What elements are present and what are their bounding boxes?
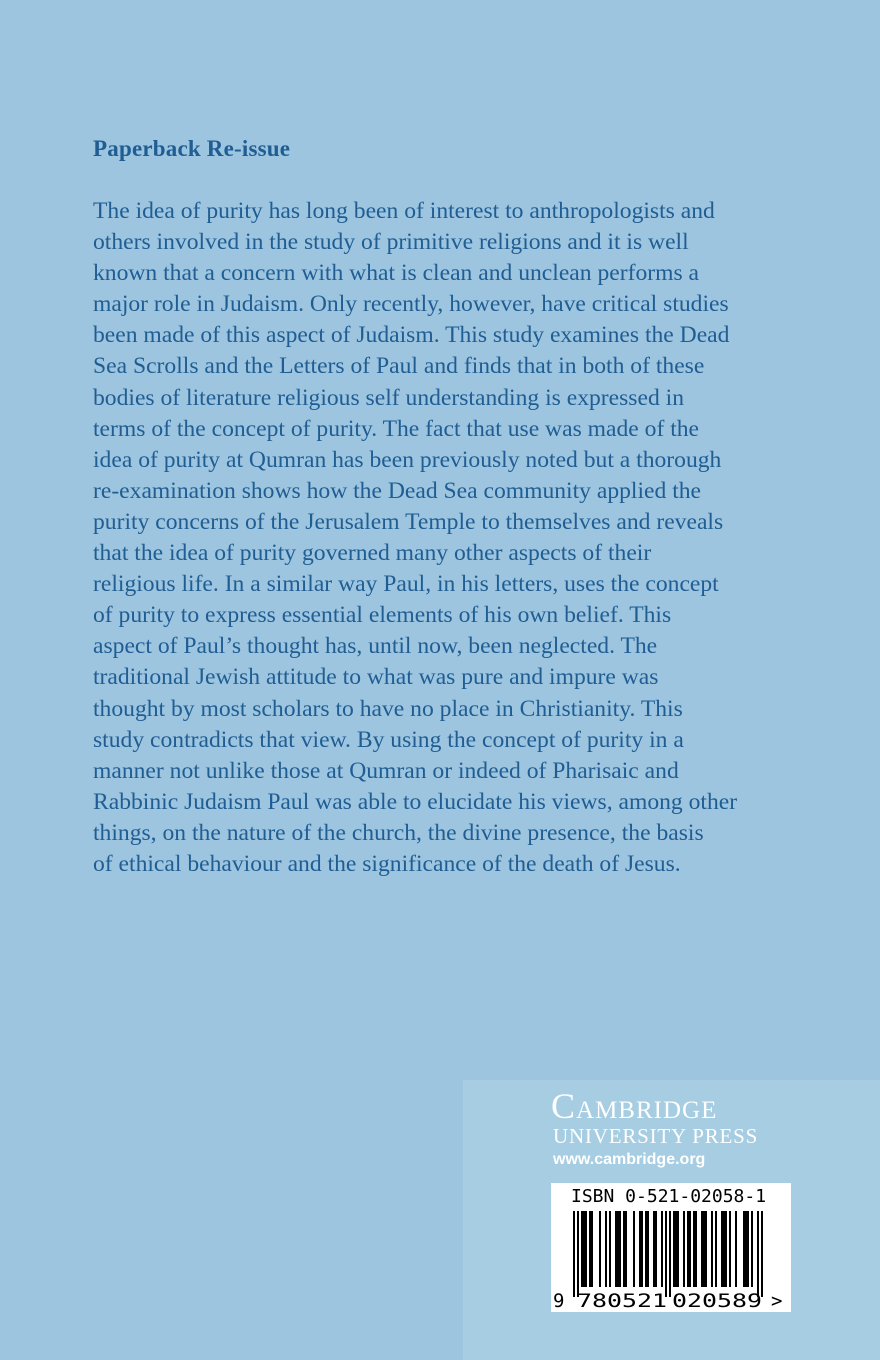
barcode-bar [725, 1211, 727, 1287]
barcode-bar [577, 1211, 579, 1297]
barcode-bar [625, 1211, 627, 1287]
barcode-bar [599, 1211, 601, 1287]
blurb-line: been made of this aspect of Judaism. This study examines the Dead [93, 322, 730, 349]
barcode-bar [729, 1211, 731, 1287]
publisher-url: www.cambridge.org [553, 1151, 706, 1168]
blurb-line: traditional Jewish attitude to what was pure and impure was [93, 664, 659, 691]
blurb-line: others involved in the study of primitive religions and it is well [93, 229, 689, 256]
barcode-bar [687, 1211, 689, 1287]
blurb-line: re-examination shows how the Dead Sea community applied the [93, 477, 702, 504]
barcode-bar [653, 1211, 655, 1287]
isbn-number: ISBN 0-521-02058-1 [571, 1186, 767, 1207]
blurb-line: of purity to express essential elements of his own belief. This [93, 602, 672, 629]
barcode-bar [669, 1211, 671, 1297]
barcode-bar [751, 1211, 753, 1287]
barcode-bar [747, 1211, 749, 1287]
barcode-box [551, 1183, 791, 1312]
barcode-bar [589, 1211, 591, 1287]
blurb-line: major role in Judaism. Only recently, however, have critical studies [93, 291, 729, 318]
barcode-bar [639, 1211, 641, 1287]
barcode-bar [721, 1211, 723, 1287]
barcode-bar [605, 1211, 607, 1287]
barcode-bar [695, 1211, 697, 1287]
barcode-bar [619, 1211, 621, 1287]
barcode-bar [673, 1211, 675, 1287]
barcode-bar [573, 1211, 575, 1297]
blurb-line: known that a concern with what is clean and unclean performs a [93, 260, 700, 287]
barcode-bar [585, 1211, 587, 1287]
barcode-bar [703, 1211, 705, 1287]
barcode-bar [641, 1211, 643, 1287]
barcode-bar [609, 1211, 611, 1287]
blurb-line: terms of the concept of purity. The fact that use was made of the [93, 415, 700, 442]
barcode-bar [661, 1211, 663, 1287]
blurb-line: idea of purity at Qumran has been previously noted but a thorough [93, 446, 722, 473]
barcode-right-digits: 020589 [672, 1290, 762, 1312]
blurb-line: that the idea of purity governed many other aspects of their [93, 540, 652, 567]
barcode-bar [677, 1211, 679, 1287]
barcode-bar [655, 1211, 657, 1287]
blurb-line: aspect of Paul’s thought has, until now, been neglected. The [93, 633, 658, 660]
blurb-line: thought by most scholars to have no place in Christianity. This [93, 695, 683, 722]
barcode-graphic [551, 1183, 791, 1312]
barcode-bar [705, 1211, 707, 1287]
barcode-bar [617, 1211, 619, 1287]
blurb-line: manner not unlike those at Qumran or indeed of Pharisaic and [93, 757, 679, 784]
blurb-line: study contradicts that view. By using the concept of purity in a [93, 726, 684, 753]
barcode-bar [689, 1211, 691, 1287]
edition-heading: Paperback Re-issue [93, 136, 291, 161]
barcode-bar [665, 1211, 667, 1297]
blurb-line: things, on the nature of the church, the divine presence, the basis [93, 819, 704, 846]
blurb-line: bodies of literature religious self understanding is expressed in [93, 384, 685, 411]
blurb-line: Sea Scrolls and the Letters of Paul and finds that in both of these [93, 353, 705, 380]
barcode-bar [743, 1211, 745, 1287]
blurb-line: purity concerns of the Jerusalem Temple to themselves and reveals [93, 508, 724, 535]
blurb-line: Rabbinic Judaism Paul was able to elucidate his views, among other [93, 788, 738, 815]
barcode-bar [675, 1211, 677, 1287]
barcode-left-digits: 780521 [577, 1290, 667, 1312]
blurb-line: The idea of purity has long been of interest to anthropologists and [93, 198, 715, 224]
barcode-bar [693, 1211, 695, 1287]
barcode-bar [715, 1211, 717, 1287]
barcode-end-mark: > [771, 1290, 783, 1312]
barcode-bar [683, 1211, 685, 1287]
barcode-bar [711, 1211, 713, 1287]
barcode-bar [723, 1211, 725, 1287]
barcode-first-digit: 9 [553, 1290, 565, 1312]
barcode-bar [633, 1211, 635, 1287]
barcode-bar [757, 1211, 759, 1297]
publisher-subtitle: UNIVERSITY PRESS [553, 1124, 759, 1148]
barcode-bar [591, 1211, 593, 1287]
barcode-bar [583, 1211, 585, 1287]
barcode-bar [581, 1211, 583, 1287]
barcode-bar [647, 1211, 649, 1287]
barcode-bar [645, 1211, 647, 1287]
publisher-name: Cambridge [551, 1086, 718, 1126]
barcode-bar [735, 1211, 737, 1287]
barcode-bar [745, 1211, 747, 1287]
blurb-line: religious life. In a similar way Paul, in his letters, uses the concept [93, 571, 719, 598]
barcode-bar [761, 1211, 763, 1297]
blurb-text [93, 196, 813, 880]
barcode-bar [701, 1211, 703, 1287]
blurb-line: of ethical behaviour and the significance of the death of Jesus. [93, 850, 681, 877]
barcode-bar [615, 1211, 617, 1287]
barcode-bar [623, 1211, 625, 1287]
barcode-bars [573, 1211, 763, 1297]
